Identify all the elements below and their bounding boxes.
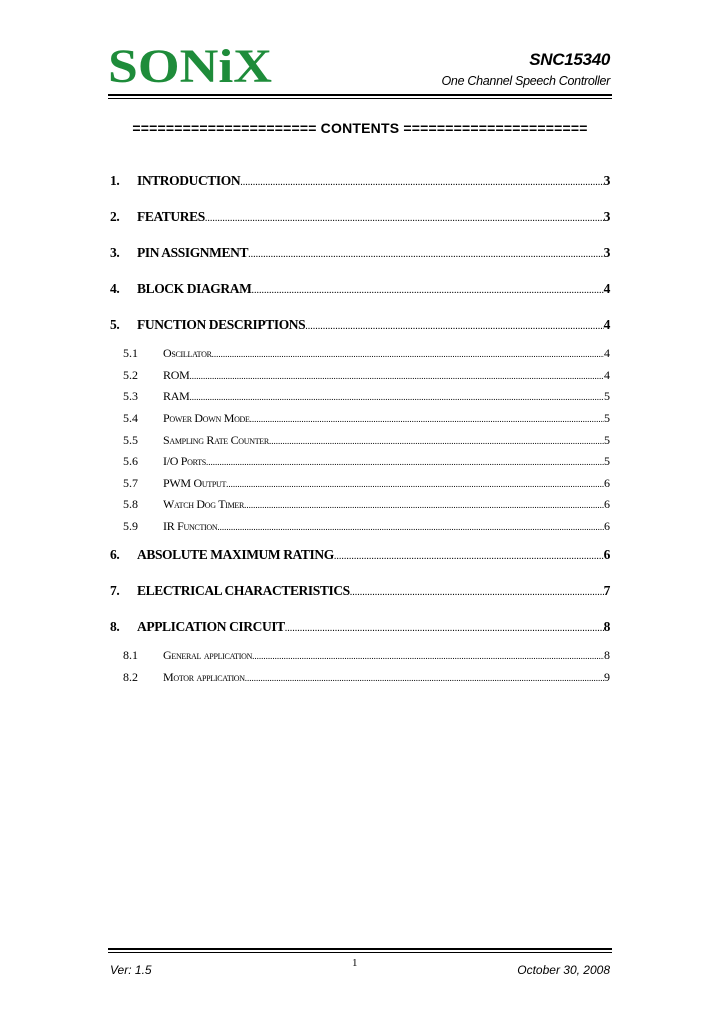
toc-entry-watch-dog-timer[interactable] [123, 497, 610, 512]
toc-entry-page: 9 [604, 670, 610, 684]
toc-entry-function-descriptions[interactable] [110, 317, 610, 333]
toc-entry-page: 8 [604, 648, 610, 662]
toc-entry-page: 4 [604, 368, 610, 382]
toc-leader-dots [212, 349, 604, 359]
toc-leader-dots [206, 457, 604, 467]
toc-entry-number: 5.2 [123, 368, 138, 382]
toc-entry-number: 5.7 [123, 476, 138, 490]
toc-entry-sampling-rate-counter[interactable] [123, 433, 610, 448]
toc-entry-title: FUNCTION DESCRIPTIONS [137, 317, 306, 332]
toc-entry-number: 5.1 [123, 346, 138, 360]
toc-leader-dots [244, 500, 604, 510]
toc-entry-title: RAM [163, 389, 190, 403]
toc-entry-page: 6 [604, 476, 610, 490]
toc-leader-dots [240, 177, 603, 188]
toc-entry-title: Sampling Rate Counter [163, 433, 269, 447]
toc-leader-dots [305, 321, 603, 332]
toc-entry-electrical-characteristics[interactable] [110, 583, 610, 599]
toc-entry-title: BLOCK DIAGRAM [137, 281, 252, 296]
toc-entry-features[interactable] [110, 209, 610, 225]
toc-leader-dots [245, 673, 604, 683]
footer-rule [108, 948, 612, 950]
toc-entry-number: 3. [110, 245, 120, 260]
toc-entry-number: 6. [110, 547, 120, 562]
document-version: Ver: 1.5 [110, 963, 152, 977]
toc-leader-dots [285, 623, 604, 634]
footer-rule-thin [108, 952, 612, 953]
toc-entry-title: ROM [163, 368, 190, 382]
toc-leader-dots [189, 392, 604, 402]
toc-entry-title: PIN ASSIGNMENT [137, 245, 249, 260]
toc-leader-dots [251, 285, 603, 296]
product-name: SNC15340 [529, 50, 610, 69]
toc-leader-dots [350, 587, 604, 598]
toc-leader-dots [269, 436, 604, 446]
toc-entry-title: Watch Dog Timer [163, 497, 245, 511]
toc-entry-page: 3 [603, 173, 610, 188]
toc-entry-title: General application [163, 648, 253, 662]
toc-entry-title: FEATURES [137, 209, 205, 224]
toc-entry-number: 5.5 [123, 433, 138, 447]
toc-entry-number: 4. [110, 281, 120, 296]
toc-entry-oscillator[interactable] [123, 346, 610, 361]
toc-entry-page: 6 [604, 519, 610, 533]
toc-entry-number: 5.6 [123, 454, 138, 468]
toc-entry-number: 1. [110, 173, 120, 188]
toc-entry-page: 4 [604, 346, 610, 360]
toc-entry-number: 8. [110, 619, 120, 634]
toc-entry-pwm-output[interactable] [123, 476, 610, 491]
toc-entry-pin-assignment[interactable] [110, 245, 610, 261]
toc-entry-title: INTRODUCTION [137, 173, 241, 188]
toc-entry-page: 7 [603, 583, 610, 598]
header-rule [108, 94, 612, 96]
toc-entry-page: 4 [603, 281, 610, 296]
sonix-logo [108, 44, 274, 86]
toc-entry-number: 2. [110, 209, 120, 224]
toc-entry-power-down-mode[interactable] [123, 411, 610, 426]
toc-leader-dots [248, 249, 604, 260]
toc-entry-title: ELECTRICAL CHARACTERISTICS [137, 583, 350, 598]
toc-leader-dots [250, 414, 604, 424]
toc-entry-ir-function[interactable] [123, 519, 610, 534]
toc-entry-page: 5 [604, 433, 610, 447]
toc-leader-dots [217, 522, 604, 532]
toc-entry-number: 5.8 [123, 497, 138, 511]
toc-entry-general-application[interactable] [123, 648, 610, 663]
toc-entry-page: 3 [603, 209, 610, 224]
toc-leader-dots [189, 371, 604, 381]
toc-entry-number: 5.3 [123, 389, 138, 403]
toc-entry-application-circuit[interactable] [110, 619, 610, 635]
toc-entry-absolute-maximum-rating[interactable] [110, 547, 610, 563]
toc-entry-motor-application[interactable] [123, 670, 610, 685]
toc-entry-title: I/O Ports [163, 454, 206, 468]
header-rule-thin [108, 98, 612, 99]
toc-entry-page: 5 [604, 389, 610, 403]
toc-entry-number: 8.2 [123, 670, 138, 684]
toc-entry-page: 4 [603, 317, 610, 332]
toc-entry-title: IR Function [163, 519, 218, 533]
toc-entry-number: 5.4 [123, 411, 138, 425]
toc-entry-io-ports[interactable] [123, 454, 610, 469]
toc-entry-block-diagram[interactable] [110, 281, 610, 297]
toc-leader-dots [334, 551, 604, 562]
toc-entry-number: 5. [110, 317, 120, 332]
toc-entry-page: 6 [604, 497, 610, 511]
toc-entry-title: Power Down Mode [163, 411, 250, 425]
toc-leader-dots [252, 651, 604, 661]
document-date: October 30, 2008 [517, 963, 610, 977]
toc-entry-page: 3 [603, 245, 610, 260]
toc-entry-title: Oscillator [163, 346, 212, 360]
toc-entry-title: Motor application [163, 670, 245, 684]
toc-entry-number: 8.1 [123, 648, 138, 662]
toc-entry-number: 5.9 [123, 519, 138, 533]
logo-wordmark: SONiX [108, 44, 273, 86]
toc-entry-page: 5 [604, 454, 610, 468]
toc-entry-number: 7. [110, 583, 120, 598]
toc-entry-page: 5 [604, 411, 610, 425]
toc-entry-title: PWM Output [163, 476, 227, 490]
toc-leader-dots [226, 479, 604, 489]
page-number: 1 [352, 957, 358, 969]
toc-heading: ====================== CONTENTS ====================== [132, 120, 588, 136]
toc-entry-title: ABSOLUTE MAXIMUM RATING [137, 547, 334, 562]
toc-entry-page: 8 [603, 619, 610, 634]
toc-entry-ram[interactable] [123, 389, 610, 404]
toc-entry-introduction[interactable] [110, 173, 610, 189]
toc-entry-page: 6 [603, 547, 610, 562]
toc-leader-dots [205, 213, 604, 224]
toc-entry-rom[interactable] [123, 368, 610, 383]
product-subtitle: One Channel Speech Controller [441, 74, 610, 88]
toc-entry-title: APPLICATION CIRCUIT [137, 619, 285, 634]
